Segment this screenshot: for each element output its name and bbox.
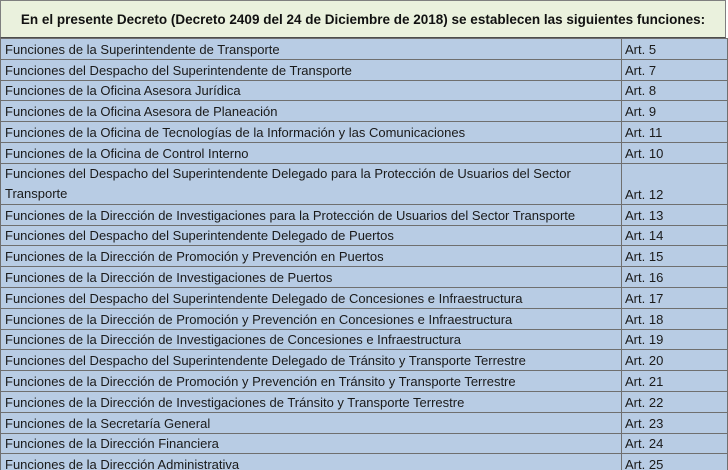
table-row [1,454,728,470]
table-row [1,433,728,454]
function-description-cell[interactable]: Funciones de la Dirección Administrativa [1,454,622,470]
article-cell[interactable]: Art. 22 [622,391,728,412]
article-cell[interactable]: Art. 18 [622,308,728,329]
function-description-cell[interactable]: Funciones de la Oficina de Tecnologías de la Información y las Comunicaciones [1,122,622,143]
function-description-cell[interactable]: Funciones de la Oficina de Control Interno [1,142,622,163]
article-cell[interactable]: Art. 20 [622,350,728,371]
function-description-cell[interactable]: Funciones de la Superintendente de Transporte [1,39,622,60]
function-description-cell[interactable]: Funciones de la Dirección de Investigaciones de Tránsito y Transporte Terrestre [1,391,622,412]
function-description-cell[interactable]: Funciones de la Dirección de Investigaciones para la Protección de Usuarios del Sector Transporte [1,204,622,225]
header-cell[interactable]: En el presente Decreto (Decreto 2409 del 24 de Diciembre de 2018) se establecen las siguientes funciones: [0,0,726,38]
article-cell[interactable]: Art. 5 [622,39,728,60]
article-cell[interactable]: Art. 9 [622,101,728,122]
table-row [1,267,728,288]
function-description-cell[interactable]: Funciones de la Dirección Financiera [1,433,622,454]
article-cell[interactable]: Art. 12 [622,163,728,204]
article-cell[interactable]: Art. 17 [622,287,728,308]
table-row [1,246,728,267]
table-row [1,329,728,350]
function-description-cell[interactable]: Funciones del Despacho del Superintendente Delegado para la Protección de Usuarios del Sector Transporte [1,163,622,204]
article-cell[interactable]: Art. 16 [622,267,728,288]
function-description-cell[interactable]: Funciones del Despacho del Superintendente Delegado de Puertos [1,225,622,246]
table-row [1,80,728,101]
function-description-cell[interactable]: Funciones de la Secretaría General [1,412,622,433]
article-cell[interactable]: Art. 25 [622,454,728,470]
function-description-cell[interactable]: Funciones de la Dirección de Promoción y Prevención en Concesiones e Infraestructura [1,308,622,329]
article-cell[interactable]: Art. 11 [622,122,728,143]
article-cell[interactable]: Art. 24 [622,433,728,454]
function-description-cell[interactable]: Funciones del Despacho del Superintendente Delegado de Tránsito y Transporte Terrestre [1,350,622,371]
function-description-cell[interactable]: Funciones de la Oficina Asesora de Planeación [1,101,622,122]
article-cell[interactable]: Art. 15 [622,246,728,267]
function-description-cell[interactable]: Funciones de la Dirección de Promoción y Prevención en Puertos [1,246,622,267]
table-row [1,350,728,371]
article-cell[interactable]: Art. 13 [622,204,728,225]
table-row [1,39,728,60]
table-row [1,371,728,392]
table-row [1,142,728,163]
table-row [1,59,728,80]
function-description-cell[interactable]: Funciones del Despacho del Superintendente Delegado de Concesiones e Infraestructura [1,287,622,308]
table-row [1,225,728,246]
table-row [1,308,728,329]
article-cell[interactable]: Art. 10 [622,142,728,163]
table-row [1,412,728,433]
function-description-cell[interactable]: Funciones de la Dirección de Investigaciones de Puertos [1,267,622,288]
article-cell[interactable]: Art. 7 [622,59,728,80]
table-row [1,101,728,122]
function-description-cell[interactable]: Funciones de la Dirección de Promoción y Prevención en Tránsito y Transporte Terrestre [1,371,622,392]
article-cell[interactable]: Art. 23 [622,412,728,433]
article-cell[interactable]: Art. 8 [622,80,728,101]
function-description-cell[interactable]: Funciones de la Dirección de Investigaciones de Concesiones e Infraestructura [1,329,622,350]
functions-table [0,38,728,470]
article-cell[interactable]: Art. 19 [622,329,728,350]
table-row [1,287,728,308]
table-row [1,204,728,225]
article-cell[interactable]: Art. 21 [622,371,728,392]
article-cell[interactable]: Art. 14 [622,225,728,246]
table-row [1,391,728,412]
function-description-cell[interactable]: Funciones de la Oficina Asesora Jurídica [1,80,622,101]
function-description-cell[interactable]: Funciones del Despacho del Superintendente de Transporte [1,59,622,80]
table-row [1,122,728,143]
table-row [1,163,728,204]
